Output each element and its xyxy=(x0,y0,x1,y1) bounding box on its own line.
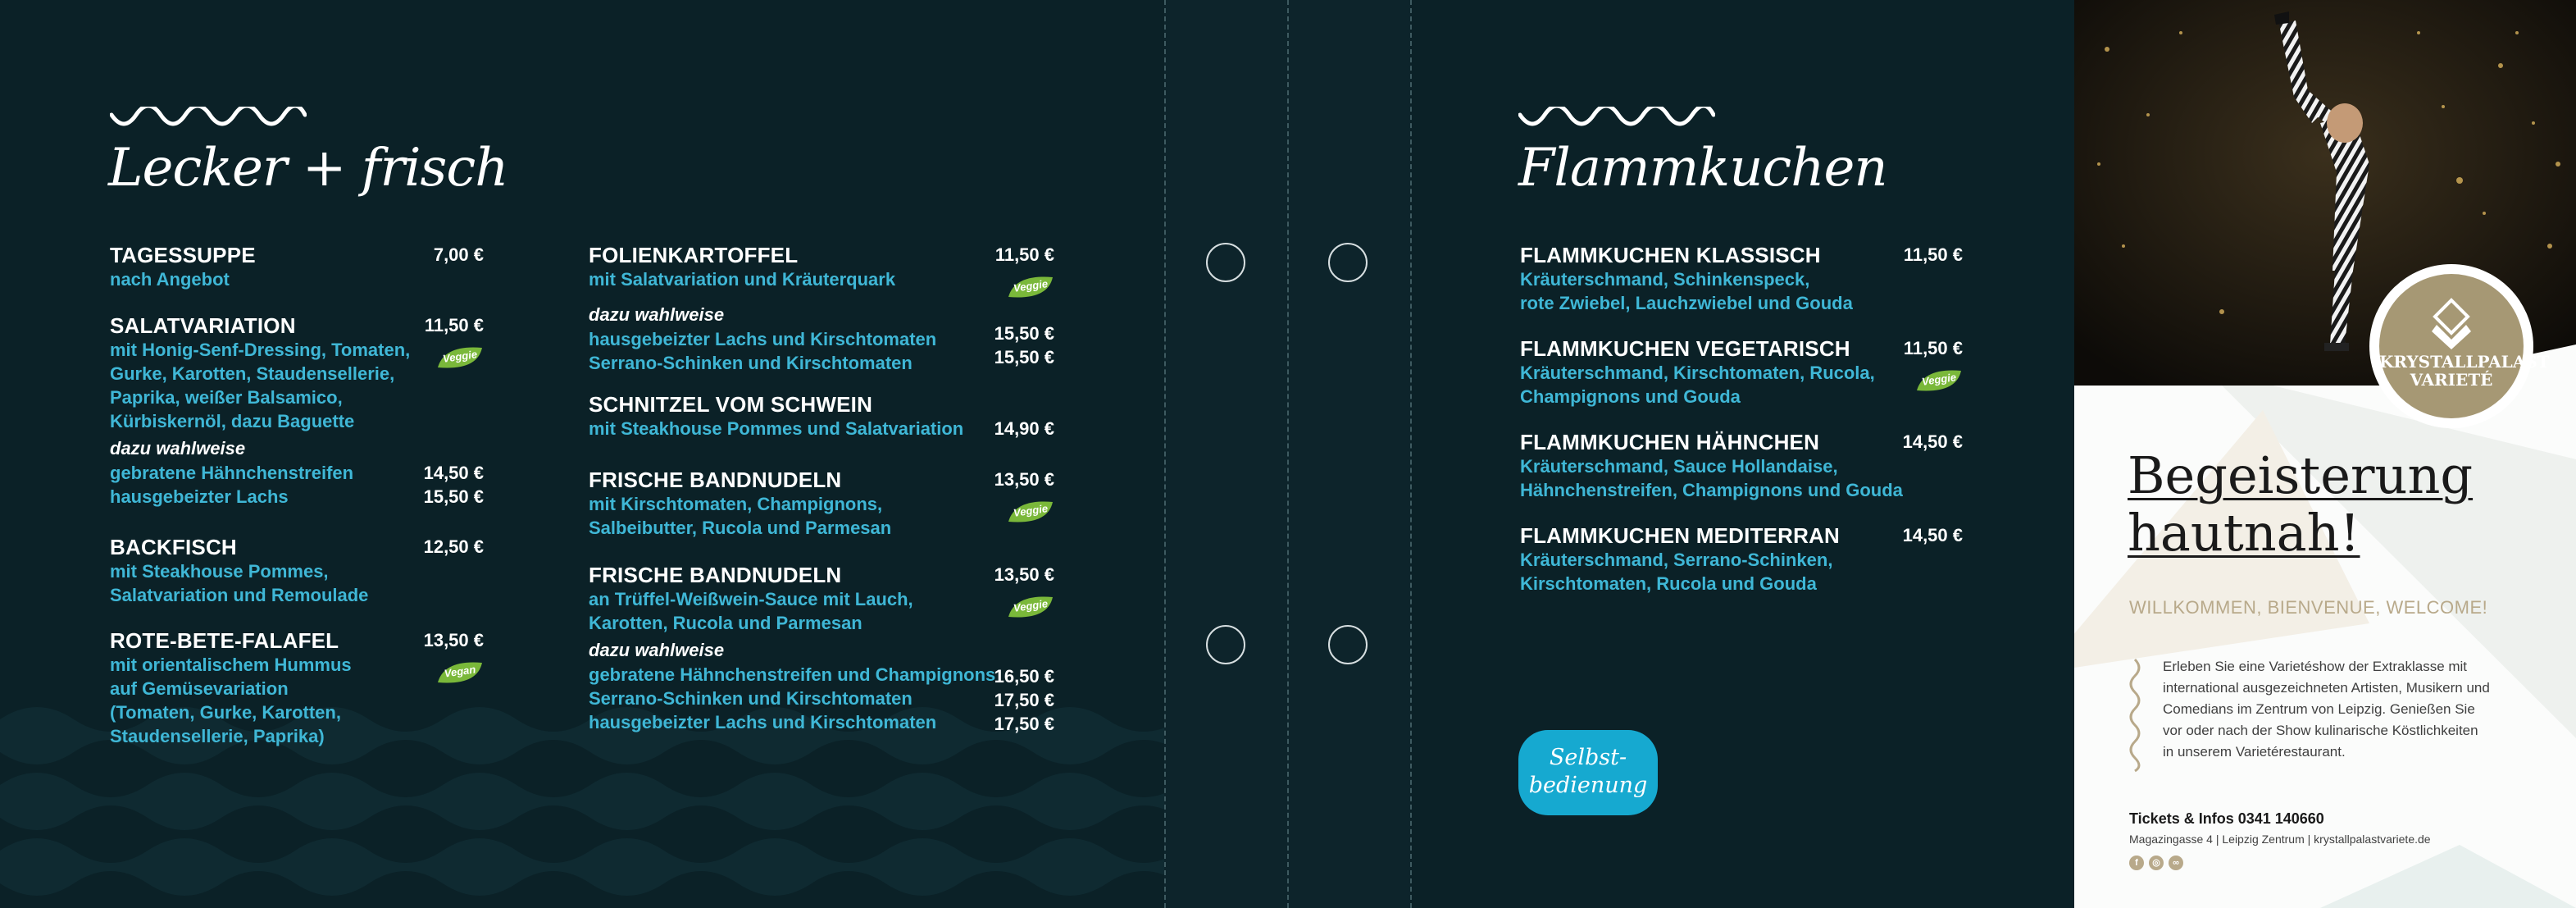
menu-item-title: FLAMMKUCHEN VEGETARISCH xyxy=(1520,336,1850,361)
menu-item-price: 11,50 € xyxy=(424,315,484,335)
menu-item-bandnudeln-1 xyxy=(589,468,1054,540)
headline-line: hautnah! xyxy=(2128,503,2360,563)
self-service-line: bedienung xyxy=(1528,773,1648,798)
address-line: Magazingasse 4 | Leipzig Zentrum | krystallpalastvariete.de xyxy=(2129,833,2431,846)
option-price: 16,50 € xyxy=(994,666,1054,687)
menu-item-description: mit Honig-Senf-Dressing, Tomaten, xyxy=(110,340,411,360)
menu-item-price: 14,50 € xyxy=(1902,431,1963,452)
menu-item-price: 14,90 € xyxy=(994,418,1054,439)
option-label: dazu wahlweise xyxy=(589,640,725,660)
description-line: Comedians im Zentrum von Leipzig. Genießen Sie xyxy=(2163,701,2475,717)
menu-item-price: 13,50 € xyxy=(994,469,1054,490)
facebook-icon[interactable]: f xyxy=(2129,856,2144,870)
vertical-wave-ornament-icon xyxy=(2128,658,2148,773)
fold-line xyxy=(1410,0,1412,908)
menu-item-description: Kürbiskernöl, dazu Baguette xyxy=(110,411,355,431)
self-service-badge xyxy=(1518,730,1658,815)
description-line: Erleben Sie eine Varietéshow der Extraklasse mit xyxy=(2163,659,2468,674)
headline-line: Begeisterung xyxy=(2128,445,2474,505)
tripadvisor-icon[interactable]: ∞ xyxy=(2169,856,2183,870)
menu-item-description: Salatvariation und Remoulade xyxy=(110,585,369,605)
menu-item-title: FLAMMKUCHEN HÄHNCHEN xyxy=(1520,430,1820,454)
menu-item-salatvariation xyxy=(110,313,484,509)
menu-item-price: 12,50 € xyxy=(423,536,484,557)
veggie-leaf-icon: Veggie xyxy=(1007,272,1054,305)
menu-item-price: 11,50 € xyxy=(1903,244,1963,265)
fold-line xyxy=(1164,0,1166,908)
option-price: 17,50 € xyxy=(994,690,1054,710)
veggie-leaf-icon: Veggie xyxy=(1007,592,1054,625)
menu-item-description: Kirschtomaten, Rucola und Gouda xyxy=(1520,573,1817,594)
menu-item-description: Salbeibutter, Rucola und Parmesan xyxy=(589,518,892,538)
menu-item-description: Kräuterschmand, Kirschtomaten, Rucola, xyxy=(1520,363,1875,383)
vegan-leaf-icon: Vegan xyxy=(436,658,484,691)
description-line: vor oder nach der Show kulinarische Köstlichkeiten xyxy=(2163,723,2478,738)
option-price: 15,50 € xyxy=(994,323,1054,344)
menu-item-description: Staudensellerie, Paprika) xyxy=(110,726,325,746)
fold-line xyxy=(1287,0,1289,908)
menu-item-price: 11,50 € xyxy=(1903,338,1963,358)
veggie-leaf-icon: Veggie xyxy=(1007,497,1054,530)
punch-hole xyxy=(1206,243,1245,282)
menu-item-title: TAGESSUPPE xyxy=(110,243,256,267)
menu-item-description: mit Steakhouse Pommes, xyxy=(110,561,329,582)
option-text: hausgebeizter Lachs und Kirschtomaten xyxy=(589,329,937,349)
option-text: hausgebeizter Lachs xyxy=(110,486,289,507)
menu-item-description: Kräuterschmand, Serrano-Schinken, xyxy=(1520,550,1833,570)
menu-item-tagessuppe xyxy=(110,243,484,291)
option-price: 14,50 € xyxy=(423,463,484,483)
krystallpalast-logo xyxy=(2369,264,2550,428)
menu-item-title: FLAMMKUCHEN MEDITERRAN xyxy=(1520,523,1841,548)
section-heading-flammkuchen: Flammkuchen xyxy=(1518,138,1887,198)
menu-item-description: mit orientalischem Hummus xyxy=(110,655,352,675)
description-line: in unserem Varietérestaurant. xyxy=(2163,744,2346,760)
menu-item-description: mit Salatvariation und Kräuterquark xyxy=(589,269,896,290)
punch-hole xyxy=(1206,625,1245,664)
menu-item-description: Kräuterschmand, Sauce Hollandaise, xyxy=(1520,456,1838,477)
menu-item-price: 13,50 € xyxy=(994,564,1054,585)
veggie-leaf-icon: Veggie xyxy=(436,343,484,376)
option-label: dazu wahlweise xyxy=(589,304,725,325)
menu-item-description: mit Steakhouse Pommes und Salatvariation xyxy=(589,418,964,439)
menu-item-title: FRISCHE BANDNUDELN xyxy=(589,563,842,587)
menu-item-schnitzel xyxy=(589,392,1054,440)
menu-item-description: Kräuterschmand, Schinkenspeck, xyxy=(1520,269,1810,290)
menu-item-description: Champignons und Gouda xyxy=(1520,386,1741,407)
menu-item-description: an Trüffel-Weißwein-Sauce mit Lauch, xyxy=(589,589,913,609)
menu-item-price: 13,50 € xyxy=(423,630,484,650)
welcome-text: WILLKOMMEN, BIENVENUE, WELCOME! xyxy=(2129,597,2488,618)
menu-item-title: FOLIENKARTOFFEL xyxy=(589,243,799,267)
ticket-info: Tickets & Infos 0341 140660 xyxy=(2129,810,2324,827)
menu-item-title: SALATVARIATION xyxy=(110,313,296,338)
punch-hole xyxy=(1328,625,1368,664)
promo-headline xyxy=(2128,447,2473,562)
menu-item-description: rote Zwiebel, Lauchzwiebel und Gouda xyxy=(1520,293,1853,313)
menu-item-description: Hähnchenstreifen, Champignons und Gouda xyxy=(1520,480,1903,500)
menu-item-title: SCHNITZEL VOM SCHWEIN xyxy=(589,392,873,417)
menu-item-price: 7,00 € xyxy=(433,244,484,265)
menu-item-flammkuchen-haehnchen xyxy=(1520,430,1963,502)
menu-item-price: 14,50 € xyxy=(1902,525,1963,545)
option-text: gebratene Hähnchenstreifen und Champignons xyxy=(589,664,996,685)
option-price: 15,50 € xyxy=(994,347,1054,367)
menu-item-title: FLAMMKUCHEN KLASSISCH xyxy=(1520,243,1821,267)
menu-item-flammkuchen-vegetarisch xyxy=(1520,336,1963,408)
logo-text: KRYSTALLPALAST xyxy=(2379,352,2550,372)
veggie-leaf-icon: Veggie xyxy=(1915,366,1963,399)
option-price: 17,50 € xyxy=(994,714,1054,734)
self-service-line: Selbst- xyxy=(1549,745,1627,770)
menu-item-flammkuchen-mediterran xyxy=(1520,523,1963,595)
menu-item-title: ROTE-BETE-FALAFEL xyxy=(110,628,339,653)
option-text: hausgebeizter Lachs und Kirschtomaten xyxy=(589,712,937,732)
menu-flap-left xyxy=(1164,0,1287,908)
menu-item-folienkartoffel xyxy=(589,243,1054,375)
menu-item-description: mit Kirschtomaten, Champignons, xyxy=(589,494,883,514)
promo-description xyxy=(2163,656,2507,763)
instagram-icon[interactable]: ◎ xyxy=(2149,856,2164,870)
option-label: dazu wahlweise xyxy=(110,438,246,459)
option-text: Serrano-Schinken und Kirschtomaten xyxy=(589,688,913,709)
menu-item-description: auf Gemüsevariation xyxy=(110,678,289,699)
logo-text: VARIETÉ xyxy=(2410,370,2493,390)
menu-item-price: 11,50 € xyxy=(994,244,1054,265)
menu-flap-right xyxy=(1287,0,1410,908)
logo-seal xyxy=(2379,274,2550,418)
crystal-icon xyxy=(2379,274,2550,418)
menu-item-flammkuchen-klassisch xyxy=(1520,243,1963,315)
punch-hole xyxy=(1328,243,1368,282)
menu-item-description: nach Angebot xyxy=(110,269,230,290)
section-heading-lecker-frisch: Lecker + frisch xyxy=(108,138,508,198)
menu-item-description: Paprika, weißer Balsamico, xyxy=(110,387,343,408)
option-text: Serrano-Schinken und Kirschtomaten xyxy=(589,353,913,373)
description-line: international ausgezeichneten Artisten, Musikern und xyxy=(2163,680,2490,696)
wave-ornament-icon xyxy=(1518,107,1715,135)
option-text: gebratene Hähnchenstreifen xyxy=(110,463,354,483)
menu-item-description: (Tomaten, Gurke, Karotten, xyxy=(110,702,341,723)
option-price: 15,50 € xyxy=(423,486,484,507)
menu-item-description: Gurke, Karotten, Staudensellerie, xyxy=(110,363,395,384)
menu-item-title: FRISCHE BANDNUDELN xyxy=(589,468,842,492)
menu-item-title: BACKFISCH xyxy=(110,535,237,559)
menu-item-description: Karotten, Rucola und Parmesan xyxy=(589,613,862,633)
menu-item-rote-bete-falafel xyxy=(110,628,484,748)
menu-item-bandnudeln-2 xyxy=(589,563,1054,734)
wave-ornament-icon xyxy=(110,107,307,135)
menu-item-backfisch xyxy=(110,535,484,607)
